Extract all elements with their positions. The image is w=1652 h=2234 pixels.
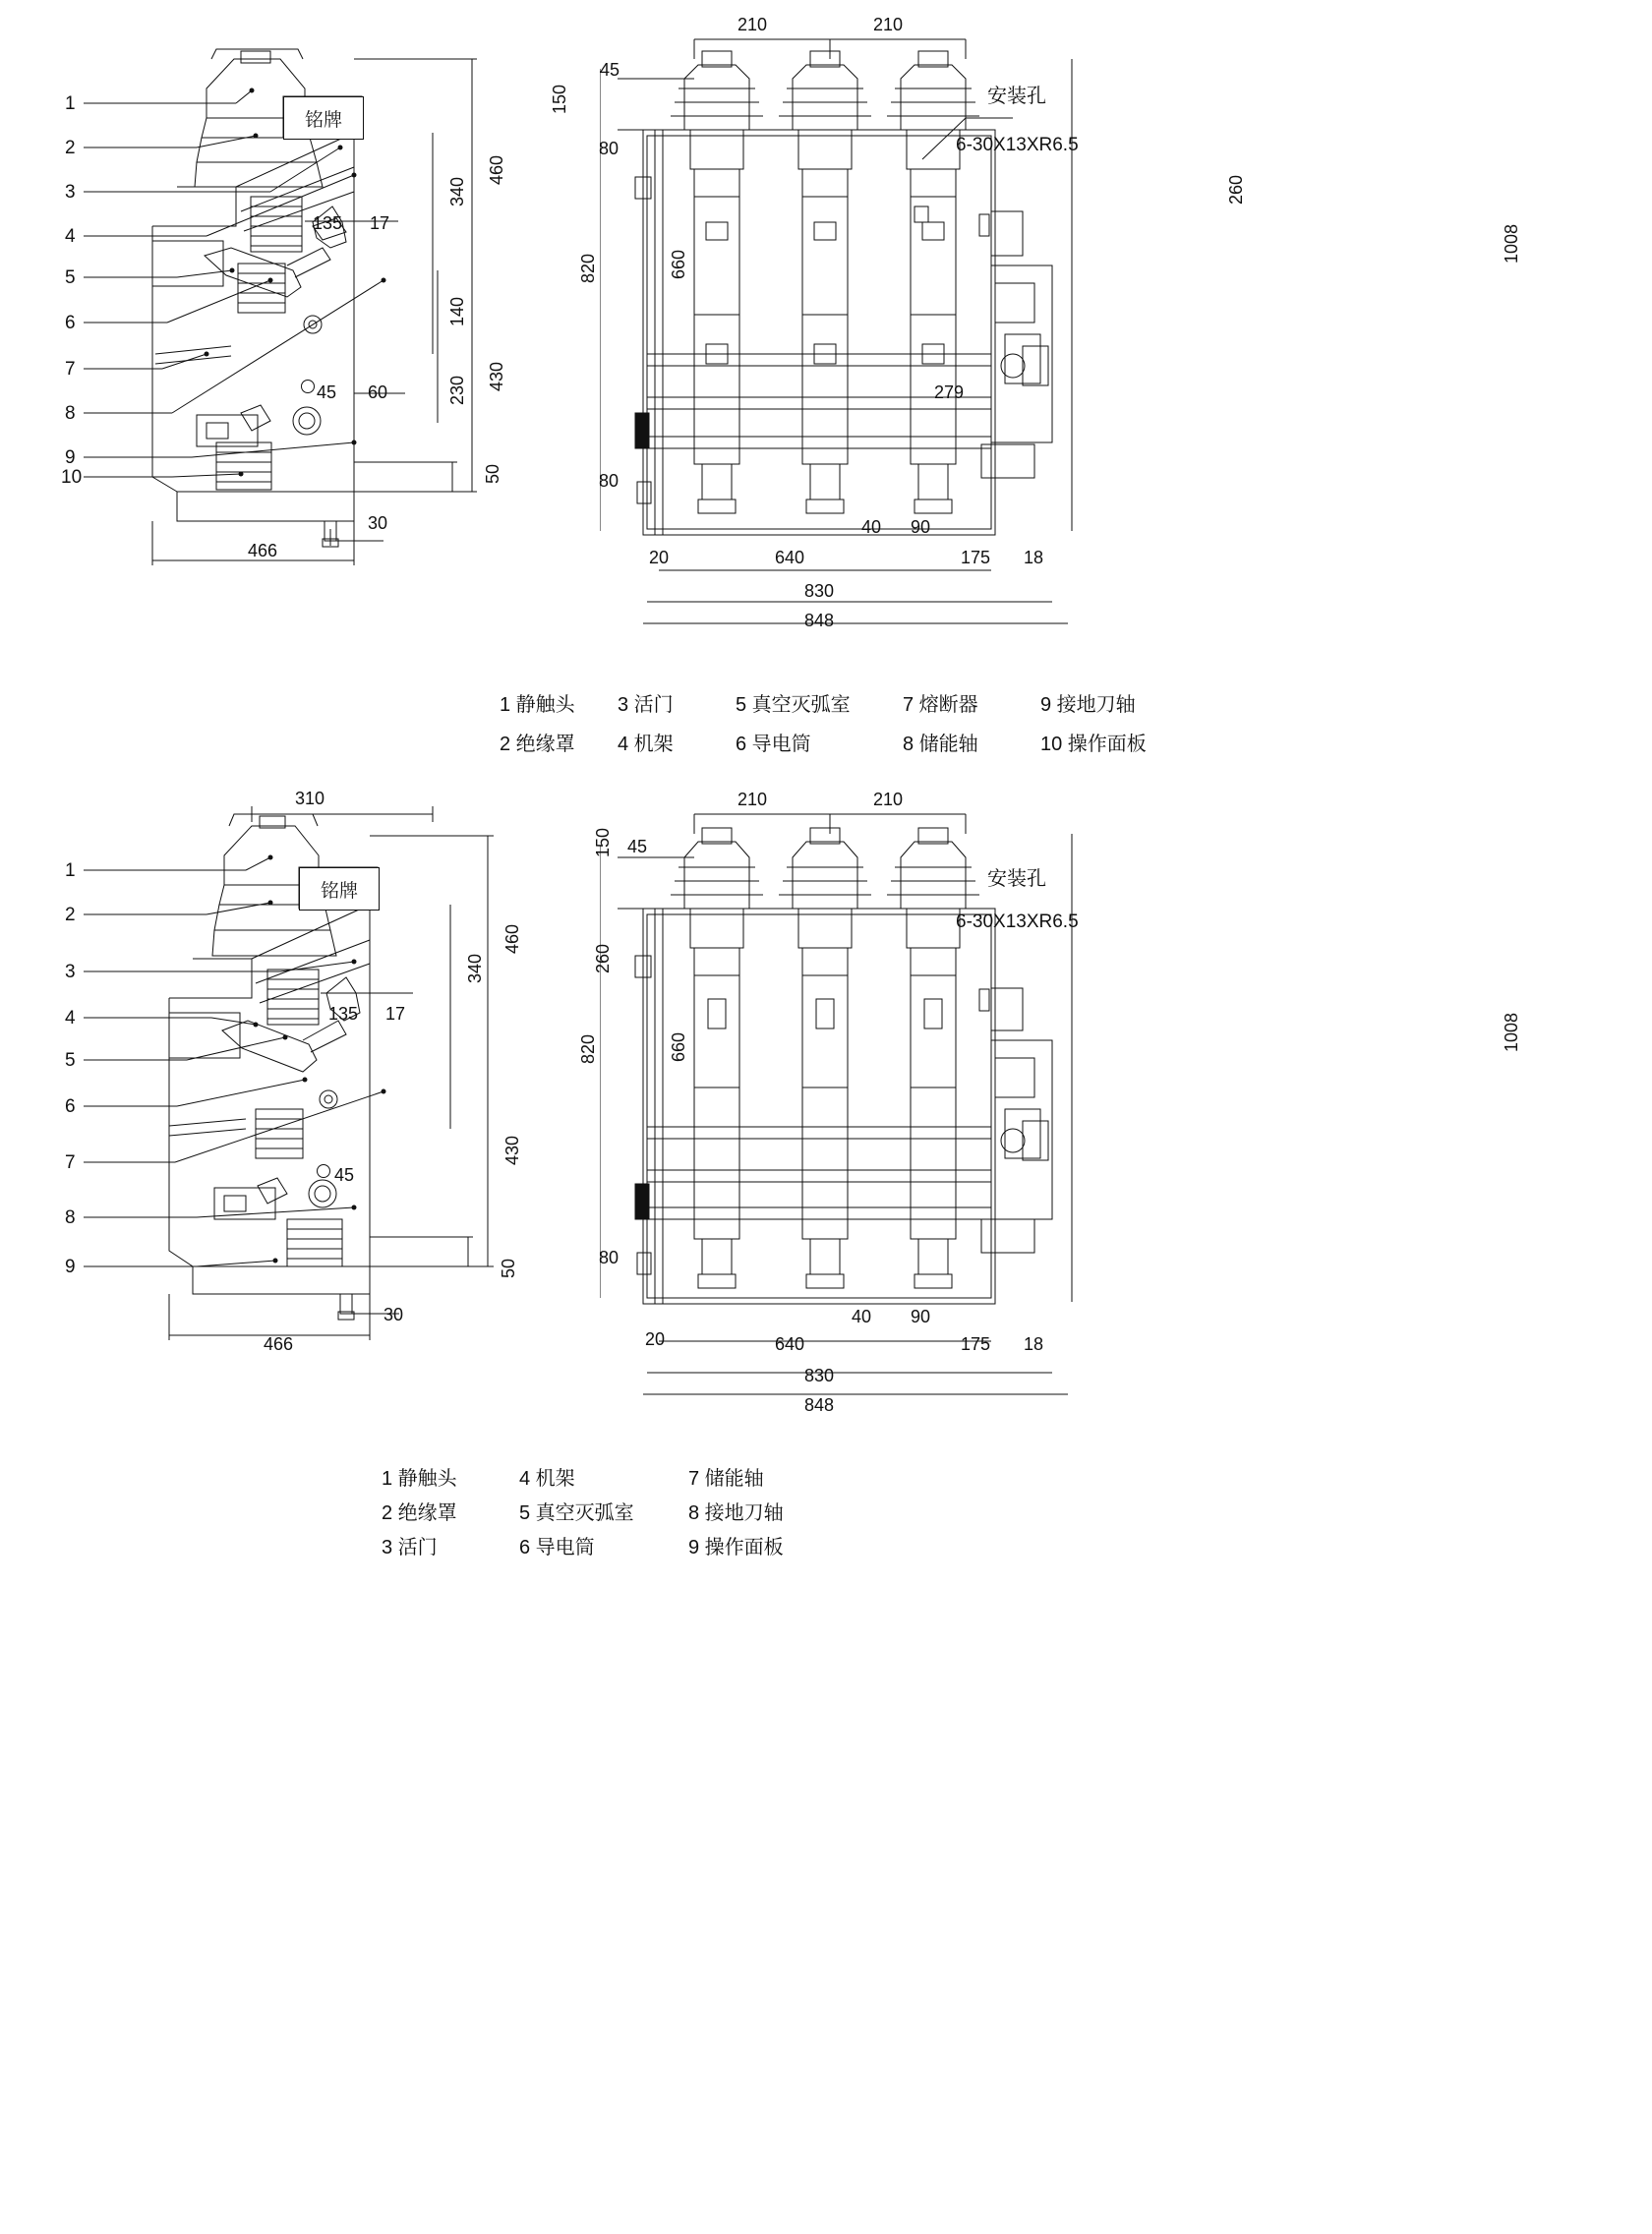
dim-175-top: 175 bbox=[961, 548, 991, 567]
nameplate-box-top bbox=[283, 96, 364, 140]
callout-8: 8 bbox=[65, 403, 76, 424]
dim-830-top: 830 bbox=[804, 581, 835, 601]
callout-b1: 1 bbox=[65, 860, 76, 881]
dim-340-bottom: 340 bbox=[465, 953, 485, 983]
dim-210-a-bottom: 210 bbox=[738, 790, 768, 809]
dim-340-top: 340 bbox=[447, 176, 467, 206]
nameplate-box-bottom bbox=[299, 867, 380, 911]
dim-30-bottom: 30 bbox=[384, 1305, 404, 1324]
dim-466-bottom: 466 bbox=[264, 1334, 294, 1354]
callout-b9: 9 bbox=[65, 1257, 76, 1277]
callout-10: 10 bbox=[61, 467, 83, 488]
legend-bottom-row2-c2: 5 真空灭弧室 bbox=[519, 1502, 634, 1524]
dim-18-bottom: 18 bbox=[1024, 1334, 1044, 1354]
mounting-hole-label-top: 安装孔 bbox=[987, 86, 1046, 107]
dim-150-bottom: 150 bbox=[593, 827, 613, 857]
dim-20-bottom: 20 bbox=[645, 1329, 666, 1349]
top-front-view-drawing bbox=[600, 20, 1622, 659]
callout-7: 7 bbox=[65, 359, 76, 380]
dim-80-a-top: 80 bbox=[599, 139, 620, 158]
dim-848-bottom: 848 bbox=[804, 1395, 835, 1415]
callout-6: 6 bbox=[65, 313, 76, 333]
dim-17-bottom: 17 bbox=[385, 1004, 406, 1024]
dim-18-top: 18 bbox=[1024, 548, 1044, 567]
legend-bottom-row2-c1: 2 绝缘罩 bbox=[382, 1502, 457, 1524]
legend-top-row2-c4: 8 储能轴 bbox=[903, 734, 978, 755]
dim-135-bottom: 135 bbox=[328, 1004, 359, 1024]
legend-top-row1-c1: 1 静触头 bbox=[500, 694, 575, 716]
callout-b2: 2 bbox=[65, 905, 76, 925]
bottom-front-view-drawing bbox=[600, 787, 1622, 1426]
dim-460-top: 460 bbox=[487, 154, 506, 185]
legend-bottom-row1-c2: 4 机架 bbox=[519, 1468, 575, 1490]
dim-310-bottom: 310 bbox=[295, 789, 325, 808]
dim-30-top: 30 bbox=[368, 513, 388, 533]
dim-460-bottom: 460 bbox=[502, 923, 522, 954]
dim-45-bottom: 45 bbox=[334, 1165, 355, 1185]
dim-830-bottom: 830 bbox=[804, 1366, 835, 1385]
legend-top-row1-c2: 3 活门 bbox=[618, 694, 674, 716]
dim-210-a-top: 210 bbox=[738, 15, 768, 34]
legend-top-row2-c5: 10 操作面板 bbox=[1040, 734, 1147, 755]
legend-bottom-row3-c2: 6 导电筒 bbox=[519, 1537, 595, 1558]
dim-466-top: 466 bbox=[248, 541, 278, 560]
dim-90-top: 90 bbox=[911, 517, 931, 537]
dim-260-bottom: 260 bbox=[593, 943, 613, 973]
callout-b3: 3 bbox=[65, 962, 76, 982]
dim-50-top: 50 bbox=[483, 463, 502, 484]
dim-820-top: 820 bbox=[578, 253, 598, 283]
mounting-hole-label-bottom: 安装孔 bbox=[987, 868, 1046, 890]
dim-210-b-bottom: 210 bbox=[873, 790, 904, 809]
dim-640-bottom: 640 bbox=[775, 1334, 805, 1354]
callout-3: 3 bbox=[65, 182, 76, 203]
mounting-hole-spec-top: 6-30X13XR6.5 bbox=[956, 135, 1079, 155]
dim-45-bottom-front: 45 bbox=[627, 837, 648, 856]
dim-1008-bottom: 1008 bbox=[1502, 1012, 1521, 1052]
dim-17-top: 17 bbox=[370, 213, 390, 233]
dim-279-top: 279 bbox=[934, 382, 965, 402]
dim-40-bottom: 40 bbox=[852, 1307, 872, 1326]
callout-b5: 5 bbox=[65, 1050, 76, 1071]
dim-175-bottom: 175 bbox=[961, 1334, 991, 1354]
dim-820-bottom: 820 bbox=[578, 1033, 598, 1064]
dim-20-top: 20 bbox=[649, 548, 670, 567]
nameplate-label: 铭牌 bbox=[304, 109, 342, 131]
dim-660-bottom: 660 bbox=[669, 1031, 688, 1062]
legend-bottom-row2-c3: 8 接地刀轴 bbox=[688, 1502, 784, 1524]
dim-230-top: 230 bbox=[447, 375, 467, 405]
legend-top-row2-c1: 2 绝缘罩 bbox=[500, 734, 575, 755]
dim-circle-marker-bottom bbox=[317, 1164, 330, 1178]
dim-40-top: 40 bbox=[861, 517, 882, 537]
legend-top-row1-c5: 9 接地刀轴 bbox=[1040, 694, 1136, 716]
callout-2: 2 bbox=[65, 138, 76, 158]
mounting-hole-leader-top bbox=[914, 108, 1023, 167]
legend-bottom-row1-c3: 7 储能轴 bbox=[688, 1468, 764, 1490]
dim-210-b-top: 210 bbox=[873, 15, 904, 34]
dim-80-bottom: 80 bbox=[599, 1248, 620, 1267]
dim-45-top: 45 bbox=[317, 382, 337, 402]
legend-top-row2-c3: 6 导电筒 bbox=[736, 734, 811, 755]
callout-b4: 4 bbox=[65, 1008, 76, 1029]
dim-660-top: 660 bbox=[669, 249, 688, 279]
callout-1: 1 bbox=[65, 93, 76, 114]
callout-b7: 7 bbox=[65, 1152, 76, 1173]
legend-top-row1-c4: 7 熔断器 bbox=[903, 694, 978, 716]
dim-circle-marker-top bbox=[301, 380, 315, 393]
legend-bottom-row1-c1: 1 静触头 bbox=[382, 1468, 457, 1490]
legend-top-row2-c2: 4 机架 bbox=[618, 734, 674, 755]
mounting-hole-spec-bottom: 6-30X13XR6.5 bbox=[956, 911, 1079, 932]
dim-80-b-top: 80 bbox=[599, 471, 620, 491]
dim-1008-top: 1008 bbox=[1502, 223, 1521, 264]
callout-5: 5 bbox=[65, 267, 76, 288]
dim-150-top: 150 bbox=[550, 84, 569, 114]
callout-9: 9 bbox=[65, 447, 76, 468]
dim-135-top: 135 bbox=[313, 213, 343, 233]
dim-430-top: 430 bbox=[487, 361, 506, 391]
dim-260-top: 260 bbox=[1226, 174, 1246, 205]
dim-140-top: 140 bbox=[447, 296, 467, 326]
legend-bottom-row3-c3: 9 操作面板 bbox=[688, 1537, 784, 1558]
legend-bottom-row3-c1: 3 活门 bbox=[382, 1537, 438, 1558]
dim-848-top: 848 bbox=[804, 611, 835, 630]
dim-45-top-front: 45 bbox=[600, 60, 620, 80]
dim-90-bottom: 90 bbox=[911, 1307, 931, 1326]
legend-top-row1-c3: 5 真空灭弧室 bbox=[736, 694, 851, 716]
callout-b8: 8 bbox=[65, 1207, 76, 1228]
callout-b6: 6 bbox=[65, 1096, 76, 1117]
dim-50-bottom: 50 bbox=[499, 1258, 518, 1278]
nameplate-label-bottom: 铭牌 bbox=[320, 880, 358, 902]
dim-640-top: 640 bbox=[775, 548, 805, 567]
dim-60-top: 60 bbox=[368, 382, 388, 402]
dim-430-bottom: 430 bbox=[502, 1135, 522, 1165]
callout-4: 4 bbox=[65, 226, 76, 247]
